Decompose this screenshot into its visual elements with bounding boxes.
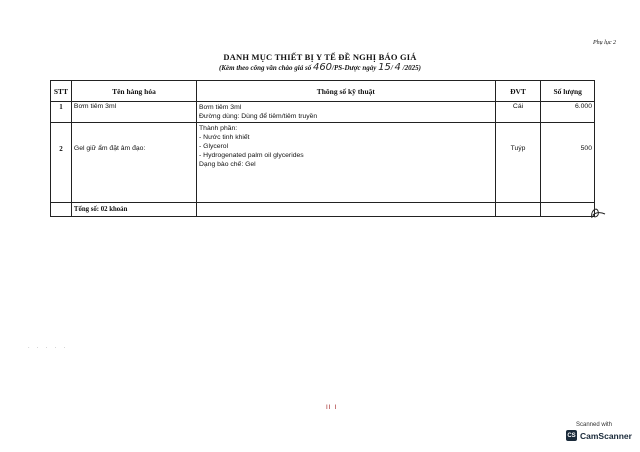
spec-line: - Glycerol — [199, 143, 229, 150]
row-spec — [197, 102, 496, 123]
date-separator: / — [390, 64, 393, 72]
total-qty-cell — [541, 203, 595, 217]
header-unit: ĐVT — [495, 81, 541, 102]
appendix-label: Phụ lục 2 — [593, 40, 616, 46]
camscanner-watermark — [566, 422, 630, 446]
subtitle-suffix: /2025) — [402, 64, 421, 72]
spec-line: - Hydrogenated palm oil glycerides — [199, 152, 304, 159]
camscanner-logo-icon: CS — [566, 430, 577, 441]
camscanner-brand: CamScanner — [580, 430, 632, 441]
scan-dots: · · · · · — [28, 346, 69, 351]
faint-stamp-mark: II I — [326, 404, 338, 411]
row-stt: 1 — [51, 102, 72, 123]
row-unit: Cái — [495, 102, 541, 123]
document-subtitle — [0, 62, 640, 73]
header-spec: Thông số kỹ thuật — [197, 81, 496, 102]
total-label: Tổng số: 02 khoản — [71, 203, 196, 217]
table-row — [51, 102, 595, 123]
scanner-brand-row — [566, 430, 632, 441]
header-qty: Số lượng — [541, 81, 595, 102]
total-unit-cell — [495, 203, 541, 217]
subtitle-prefix: (Kèm theo công văn chào giá số — [219, 64, 312, 72]
header-stt: STT — [51, 81, 72, 102]
scanned-with-label: Scanned with — [576, 422, 613, 428]
subtitle-middle: /PS-Dược ngày — [332, 64, 377, 72]
header-name: Tên hàng hóa — [71, 81, 196, 102]
items-table — [50, 80, 595, 217]
row-qty: 500 — [541, 123, 595, 203]
row-stt: 2 — [51, 123, 72, 203]
total-stt-cell — [51, 203, 72, 217]
signature-mark — [588, 202, 608, 222]
spec-line: Thành phần: — [199, 125, 238, 132]
row-unit: Tuýp — [495, 123, 541, 203]
spec-line: Dạng bào chế: Gel — [199, 161, 256, 168]
spec-line: - Nước tinh khiết — [199, 134, 250, 141]
handwritten-day: 15 — [378, 62, 391, 73]
handwritten-month: 4 — [394, 62, 401, 73]
row-name: Gel giữ ẩm đặt âm đạo: — [71, 123, 196, 203]
table-row — [51, 123, 595, 203]
table-header-row — [51, 81, 595, 102]
spec-line: Đường dùng: Dùng để tiêm/tiêm truyền — [199, 113, 318, 120]
row-qty: 6.000 — [541, 102, 595, 123]
document-title: DANH MỤC THIẾT BỊ Y TẾ ĐỀ NGHỊ BÁO GIÁ — [223, 52, 417, 62]
row-spec — [197, 123, 496, 203]
handwritten-doc-number: 460 — [312, 62, 333, 73]
spec-line: Bơm tiêm 3ml — [199, 104, 242, 111]
total-row — [51, 203, 595, 217]
total-spec-cell — [197, 203, 496, 217]
row-name: Bơm tiêm 3ml — [71, 102, 196, 123]
